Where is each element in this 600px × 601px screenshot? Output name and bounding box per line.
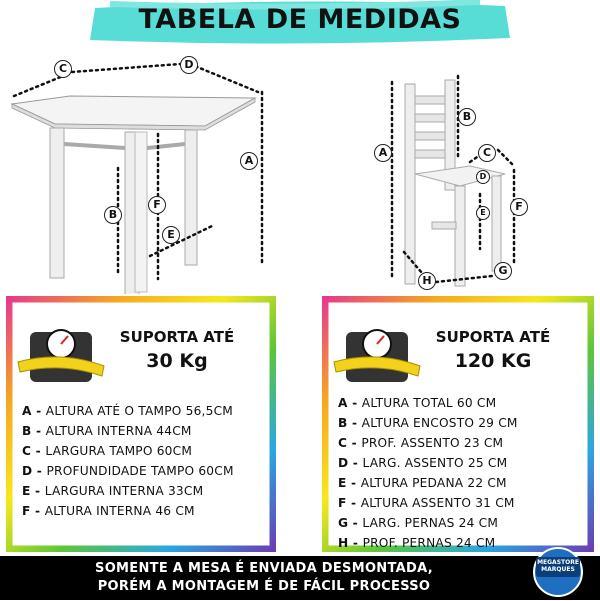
chair-spec-card [322, 296, 594, 552]
footer-line-1: SOMENTE A MESA É ENVIADA DESMONTADA, [95, 561, 433, 576]
card-body [14, 304, 268, 544]
measure-separator: - [31, 424, 46, 438]
measure-key: A [22, 404, 32, 418]
label-f-chair: F [510, 198, 528, 216]
label-e-table: E [162, 226, 180, 244]
card-body [330, 304, 586, 550]
measure-separator: - [30, 504, 45, 518]
measure-row [338, 436, 588, 456]
label-a-chair: A [374, 144, 392, 162]
measure-key: G [338, 516, 349, 530]
measure-separator: - [347, 436, 362, 450]
measure-key: F [338, 496, 347, 510]
measure-text: PROF. PERNAS 24 CM [362, 536, 496, 550]
measure-text: PROF. ASSENTO 23 CM [361, 436, 504, 450]
logo-text-top: MEGASTORE [537, 559, 579, 566]
scale-icon [16, 310, 106, 390]
measure-text: ALTURA ENCOSTO 29 CM [361, 416, 518, 430]
furniture-drawings [0, 44, 600, 294]
title-band [0, 0, 600, 44]
support-value: 30 Kg [146, 350, 208, 372]
measure-row [22, 464, 272, 484]
measure-separator: - [31, 404, 46, 418]
page-title: TABELA DE MEDIDAS [138, 4, 462, 35]
measure-text: LARGURA INTERNA 33CM [44, 484, 204, 498]
measure-text: ALTURA INTERNA 44CM [45, 424, 192, 438]
measure-row [338, 496, 588, 516]
measure-text: ALTURA TOTAL 60 CM [361, 396, 497, 410]
measure-row [22, 504, 272, 524]
measure-separator: - [347, 416, 362, 430]
measure-key: D [22, 464, 33, 478]
measure-row [22, 484, 272, 504]
measure-separator: - [32, 464, 47, 478]
measure-separator: - [348, 536, 363, 550]
measure-key: B [22, 424, 32, 438]
measure-row [338, 476, 588, 496]
measure-separator: - [347, 396, 362, 410]
measure-text: ALTURA ATÉ O TAMPO 56,5CM [45, 404, 233, 418]
measure-text: LARG. PERNAS 24 CM [362, 516, 499, 530]
label-b-chair: B [458, 108, 476, 126]
measure-separator: - [31, 444, 46, 458]
logo-text [530, 559, 586, 573]
footer-line-2: PORÉM A MONTAGEM É DE FÁCIL PROCESSO [97, 579, 431, 594]
measure-text: LARG. ASSENTO 25 CM [362, 456, 508, 470]
table-spec-card [6, 296, 276, 552]
measure-text: PROFUNDIDADE TAMPO 60CM [46, 464, 234, 478]
label-d-table: D [180, 56, 198, 74]
measure-key: C [22, 444, 32, 458]
measure-key: B [338, 416, 348, 430]
measure-key: F [22, 504, 31, 518]
measure-text: LARGURA TAMPO 60CM [45, 444, 193, 458]
measure-row [338, 396, 588, 416]
label-c-chair: C [478, 144, 496, 162]
label-f-table: F [148, 196, 166, 214]
table-drawing [12, 64, 262, 294]
measure-list [22, 404, 272, 524]
measure-key: H [338, 536, 349, 550]
measure-text: ALTURA PEDANA 22 CM [360, 476, 507, 490]
measure-row [338, 456, 588, 476]
measure-key: E [338, 476, 347, 490]
label-e-chair: E [476, 206, 490, 220]
support-value: 120 KG [454, 350, 532, 372]
measure-separator: - [346, 496, 361, 510]
measure-list [338, 396, 588, 556]
scale-icon [332, 310, 422, 390]
measure-separator: - [346, 476, 361, 490]
measure-key: E [22, 484, 31, 498]
label-g-chair: G [494, 262, 512, 280]
measure-key: A [338, 396, 348, 410]
label-a-table: A [240, 152, 258, 170]
support-label: SUPORTA ATÉ [119, 328, 235, 346]
store-logo-icon [530, 547, 586, 597]
measure-row [338, 516, 588, 536]
measure-row [22, 444, 272, 464]
measure-text: ALTURA ASSENTO 31 CM [360, 496, 515, 510]
label-c-table: C [54, 60, 72, 78]
chair-drawing [392, 76, 514, 286]
label-h-chair: H [418, 272, 436, 290]
measure-row [22, 424, 272, 444]
logo-text-bottom: MARQUES [541, 566, 575, 573]
product-illustration [0, 44, 600, 294]
measure-separator: - [348, 516, 363, 530]
measure-separator: - [30, 484, 45, 498]
measure-text: ALTURA INTERNA 46 CM [44, 504, 195, 518]
label-d-chair: D [476, 170, 490, 184]
label-b-table: B [104, 206, 122, 224]
measure-key: C [338, 436, 348, 450]
measure-row [22, 404, 272, 424]
support-label: SUPORTA ATÉ [435, 328, 551, 346]
measure-key: D [338, 456, 349, 470]
measure-row [338, 416, 588, 436]
footer-banner [0, 556, 600, 600]
measure-separator: - [348, 456, 363, 470]
